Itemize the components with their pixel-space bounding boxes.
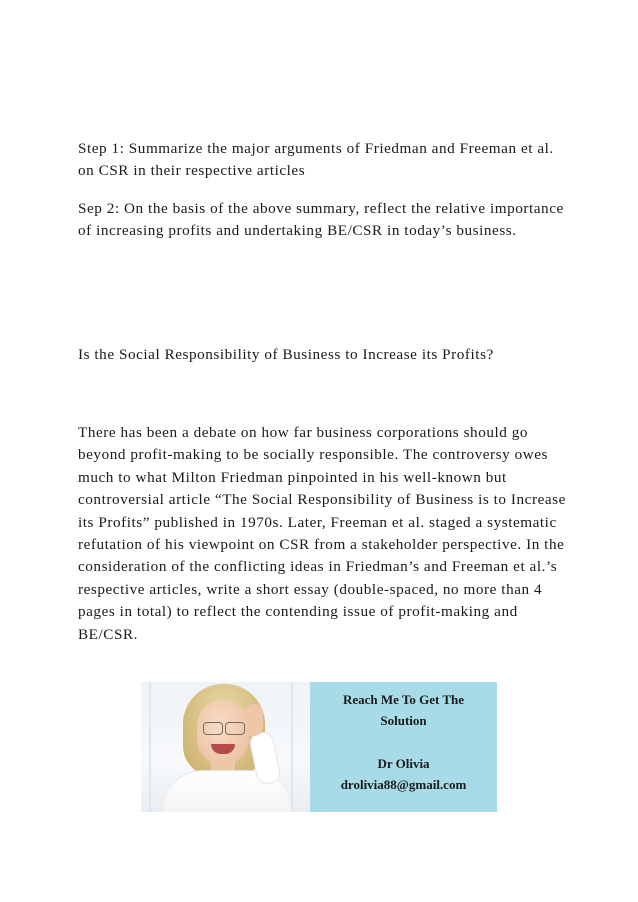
step-2-paragraph: Sep 2: On the basis of the above summary, reflect the relative importance of increasing profits and undertaking BE/CSR in today’s business. <box>78 200 564 240</box>
essay-body-paragraph: There has been a debate on how far business corporations should go beyond profit-making to be socially responsible. The controversy owes much to what Milton Friedman pinpointed in his well-known but controversial article “The Social Responsibility of Business is to Increase its Profits” published in 1970s. Later, Freeman et al. staged a systematic refutation of his viewpoint on CSR from a stakeholder perspective. In the consideration of the conflicting ideas in Friedman’s and Freeman et al.’s respective articles, write a short essay (double-spaced, no more than 4 pages in total) to reflect the contending issue of profit-making and BE/CSR. <box>78 424 566 643</box>
banner-headline-cont: Solution <box>380 713 427 728</box>
contact-email: drolivia88@gmail.com <box>340 777 467 792</box>
banner-headline: Reach Me To Get The <box>342 692 465 707</box>
contact-info-panel <box>310 682 497 812</box>
essay-question: Is the Social Responsibility of Business to Increase its Profits? <box>78 346 494 363</box>
woman-photo <box>141 682 310 812</box>
contact-banner <box>141 682 497 812</box>
contact-name: Dr Olivia <box>377 756 430 771</box>
step-1-paragraph: Step 1: Summarize the major arguments of Friedman and Freeman et al. on CSR in their respective articles <box>78 140 554 180</box>
